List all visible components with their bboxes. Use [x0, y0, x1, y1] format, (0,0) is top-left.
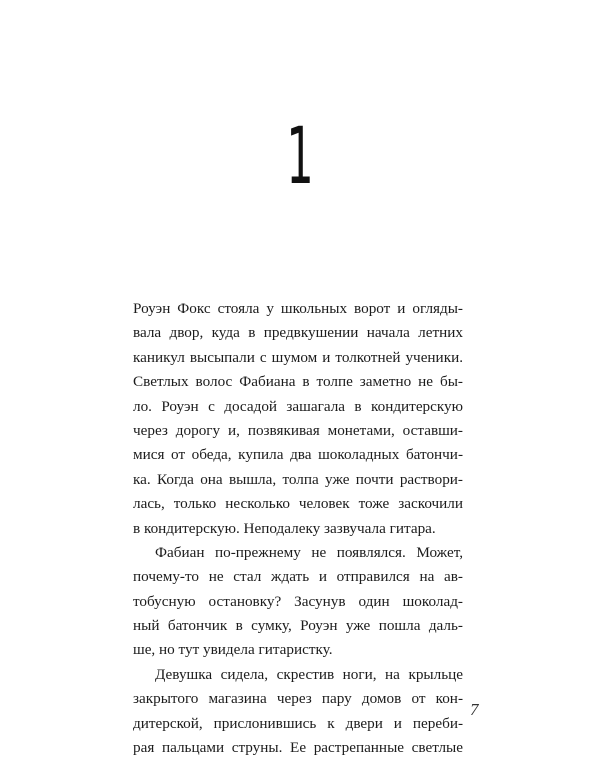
text-line: дитерской, прислонившись к двери и переби- — [133, 714, 463, 732]
text-line: тобусную остановку? Засунув один шоколад- — [133, 592, 463, 610]
text-line: в кондитерскую. Неподалеку зазвучала гитара. — [133, 519, 436, 537]
text-line: почему-то не стал ждать и отправился на ав- — [133, 568, 463, 586]
text-line: рая пальцами струны. Ее растрепанные светлые — [133, 739, 463, 757]
text-line: ный батончик в сумку, Роуэн уже пошла даль- — [133, 617, 463, 635]
text-line: лась, только несколько человек тоже заскочили — [133, 495, 463, 513]
text-line: Светлых волос Фабиана в толпе заметно не бы- — [133, 373, 463, 391]
text-line: ка. Когда она вышла, толпа уже почти раствори- — [133, 470, 463, 488]
text-line: закрытого магазина через пару домов от кон- — [133, 690, 463, 708]
page-number: 7 — [470, 700, 479, 719]
text-line: ло. Роуэн с досадой зашагала в кондитерскую — [133, 397, 463, 415]
chapter-number: 1 — [286, 112, 314, 202]
text-line: Девушка сидела, скрестив ноги, на крыльце — [155, 665, 463, 683]
text-line: Роуэн Фокс стояла у школьных ворот и огляды- — [133, 300, 463, 317]
text-line: мися от обеда, купила два шоколадных батончи- — [133, 446, 463, 464]
text-line: вала двор, куда в предвкушении начала летних — [133, 324, 463, 342]
text-line: Фабиан по-прежнему не появлялся. Может, — [155, 543, 463, 561]
text-line: ше, но тут увидела гитаристку. — [133, 641, 333, 659]
text-line: через дорогу и, позвякивая монетами, оставши- — [133, 421, 463, 439]
text-line: каникул высыпали с шумом и толкотней ученики. — [133, 348, 463, 366]
body-text — [133, 297, 463, 760]
